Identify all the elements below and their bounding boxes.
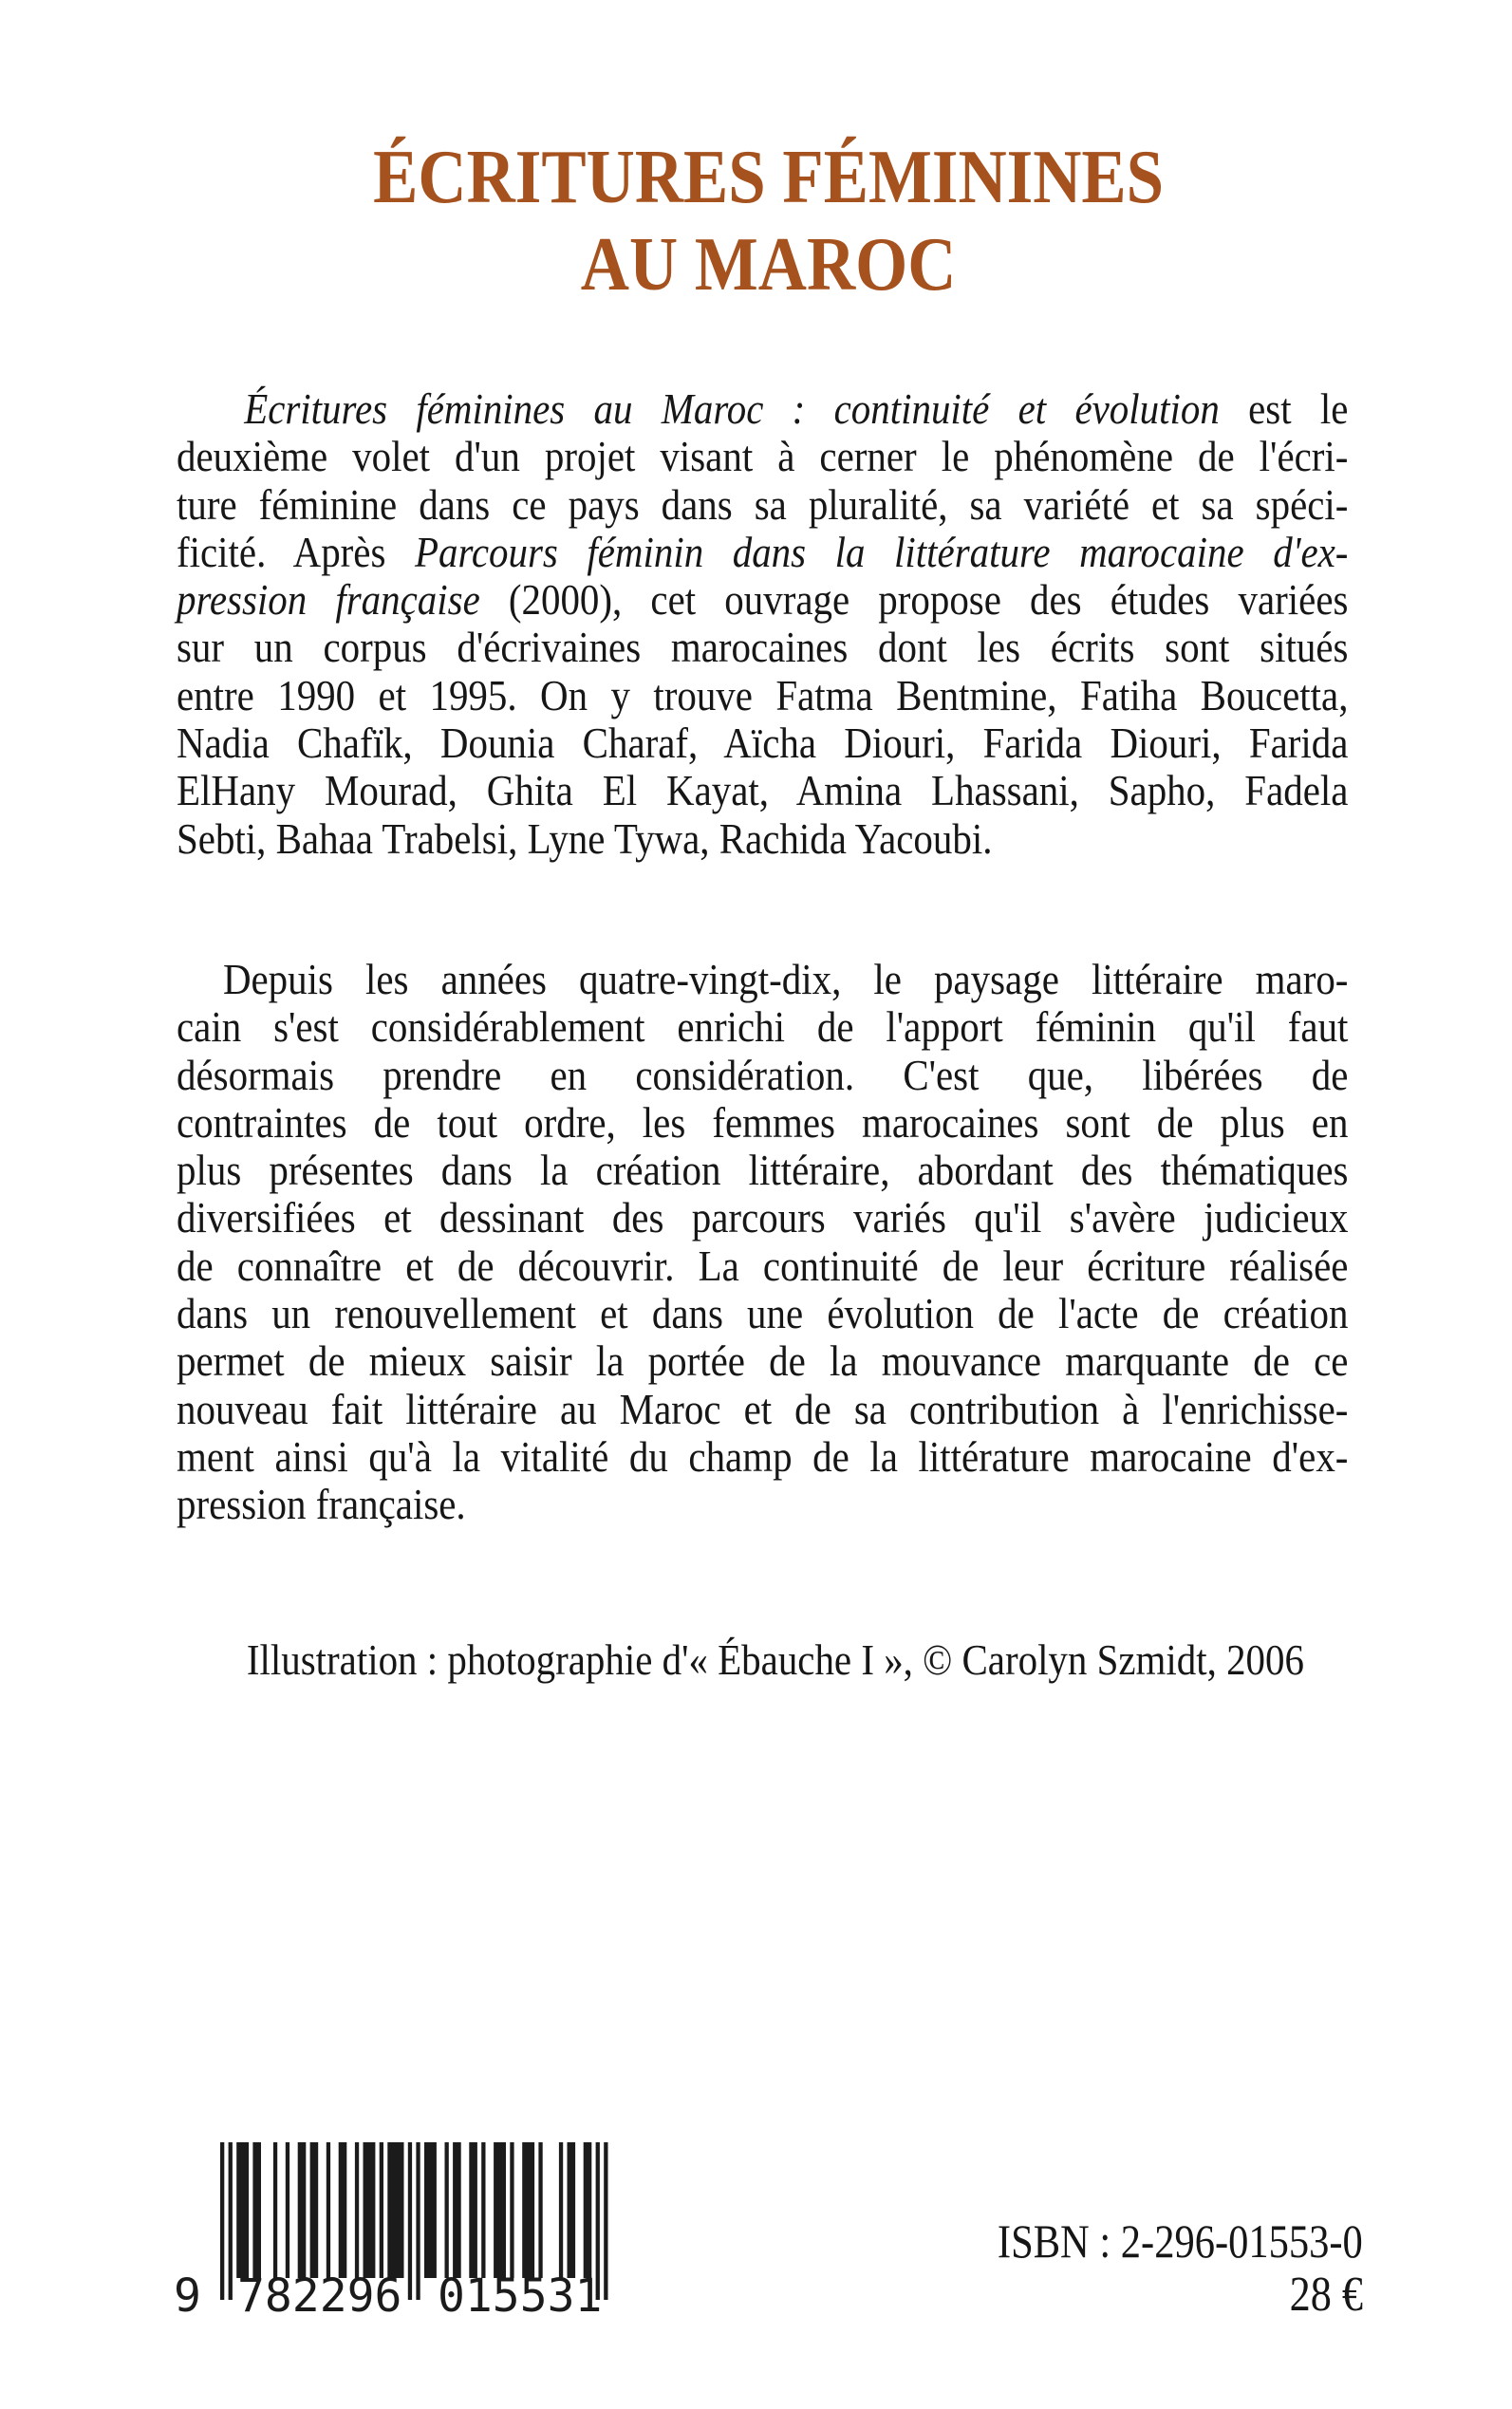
text-segment: diversifiées et dessinant des parcours variés qu'il s'avère judicieux bbox=[177, 1193, 1349, 1242]
paragraph-line bbox=[177, 1003, 1348, 1051]
illustration-credit: Illustration : photographie d'« Ébauche I », © Carolyn Szmidt, 2006 bbox=[246, 1635, 1304, 1684]
paragraph-line bbox=[177, 1099, 1348, 1147]
book-title-line-1: ÉCRITURES FÉMININES bbox=[373, 134, 1165, 219]
paragraph-line bbox=[177, 1290, 1348, 1337]
paragraph-line bbox=[177, 1481, 1348, 1528]
book-title bbox=[95, 133, 1418, 308]
text-segment: nouveau fait littéraire au Maroc et de sa contribution à l'enrichisse- bbox=[177, 1384, 1349, 1433]
text-segment: pression française. bbox=[177, 1480, 466, 1529]
ean13-barcode bbox=[171, 2138, 626, 2338]
text-segment: plus présentes dans la création littéraire, abordant des thématiques bbox=[177, 1146, 1349, 1195]
text-segment: Nadia Chafïk, Dounia Charaf, Aïcha Diouri, Farida Diouri, Farida bbox=[177, 719, 1349, 768]
text-segment: de connaître et de découvrir. La continuité de leur écriture réalisée bbox=[177, 1241, 1349, 1290]
paragraph-line bbox=[177, 433, 1348, 480]
text-segment: permet de mieux saisir la portée de la mouvance marquante de ce bbox=[177, 1336, 1349, 1386]
text-segment: (2000), cet ouvrage propose des études variées bbox=[479, 575, 1349, 625]
barcode-digits-left: 782296 bbox=[237, 2269, 402, 2323]
paragraph-line bbox=[177, 1242, 1348, 1290]
italic-text-segment: Parcours féminin dans la littérature marocaine d'ex- bbox=[414, 527, 1349, 576]
paragraph-line bbox=[177, 1052, 1348, 1099]
synopsis-paragraph-1 bbox=[177, 385, 1348, 863]
synopsis-paragraph-2 bbox=[177, 956, 1348, 1529]
paragraph-line bbox=[177, 767, 1348, 814]
text-segment: dans un renouvellement et dans une évolution de l'acte de création bbox=[177, 1289, 1349, 1338]
paragraph-line bbox=[177, 1386, 1348, 1433]
text-segment: sur un corpus d'écrivaines marocaines dont les écrits sont situés bbox=[177, 623, 1349, 672]
paragraph-line bbox=[177, 1147, 1348, 1194]
paragraph-line bbox=[177, 815, 1348, 863]
barcode-digit-first: 9 bbox=[174, 2269, 201, 2323]
barcode-digits-right: 015531 bbox=[438, 2269, 603, 2323]
text-segment: ment ainsi qu'à la vitalité du champ de la littérature marocaine d'ex- bbox=[177, 1431, 1349, 1481]
text-segment: deuxième volet d'un projet visant à cerner le phénomène de l'écri- bbox=[177, 432, 1349, 481]
paragraph-line bbox=[177, 624, 1348, 671]
paragraph-line bbox=[177, 385, 1348, 433]
text-segment: contraintes de tout ordre, les femmes marocaines sont de plus en bbox=[177, 1097, 1349, 1147]
text-segment: Sebti, Bahaa Trabelsi, Lyne Tywa, Rachida Yacoubi. bbox=[177, 813, 993, 863]
text-segment: ElHany Mourad, Ghita El Kayat, Amina Lhassani, Sapho, Fadela bbox=[177, 766, 1349, 815]
paragraph-line bbox=[177, 1433, 1348, 1481]
paragraph-line bbox=[177, 1194, 1348, 1242]
text-segment: désormais prendre en considération. C'est que, libérées de bbox=[177, 1050, 1349, 1099]
paragraph-line bbox=[177, 719, 1348, 767]
text-segment: Depuis les années quatre-vingt-dix, le paysage littéraire maro- bbox=[222, 955, 1349, 1003]
text-segment: cain s'est considérablement enrichi de l'apport féminin qu'il faut bbox=[177, 1002, 1349, 1052]
paragraph-line bbox=[177, 529, 1348, 576]
text-segment: entre 1990 et 1995. On y trouve Fatma Bentmine, Fatiha Boucetta, bbox=[177, 670, 1349, 719]
italic-text-segment: Écritures féminines au Maroc : continuité et évolution bbox=[244, 384, 1220, 433]
book-title-line-2: AU MAROC bbox=[580, 221, 957, 307]
paragraph-line bbox=[177, 672, 1348, 719]
text-segment: est le bbox=[1219, 384, 1349, 433]
paragraph-line bbox=[177, 576, 1348, 624]
paragraph-line bbox=[177, 956, 1348, 1003]
isbn-text: ISBN : 2-296-01553-0 bbox=[998, 2214, 1363, 2268]
italic-text-segment: pression française bbox=[177, 575, 480, 625]
paragraph-line bbox=[177, 481, 1348, 529]
paragraph-line bbox=[177, 1337, 1348, 1385]
price-text: 28 € bbox=[1289, 2268, 1363, 2322]
text-segment: ture féminine dans ce pays dans sa pluralité, sa variété et sa spéci- bbox=[177, 479, 1349, 529]
text-segment: ficité. Après bbox=[177, 527, 415, 576]
